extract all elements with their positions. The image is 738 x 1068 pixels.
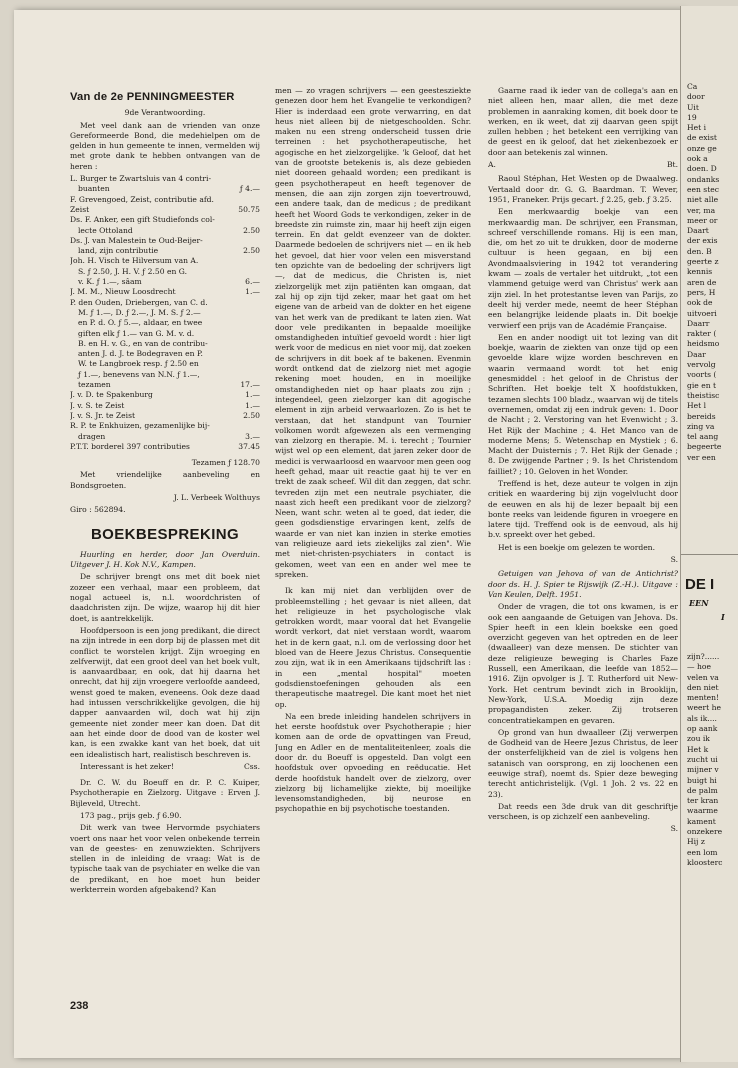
contribution-text: R. P. te Enkhuizen, gezamenlijke bij- bbox=[70, 421, 210, 431]
right-page-line: de palm bbox=[687, 785, 718, 795]
contribution-text: dragen bbox=[78, 431, 106, 441]
right-page-line: tel aang bbox=[687, 432, 719, 442]
review3-para: Een en ander noodigt uit tot lezing van dit boekje, waarin de ziekten van onze tijd op een gevoelde klare wijze worden beschreven en waarin vermaand wordt tot het enig genesmiddel : het geloof in de Christus der Schriften. Het boekje telt X hoofdstukken, tezamen slechts 100 bladz., waarvan wij de titels overnemen, omdat zij een indruk geven: 1. Door de Nacht ; 2. Verstoring van het Evenwicht ; 3. Het Rijk der Machine ; 4. Het Manco van de moderne Mens; 5. Wetenschap en Mystiek ; 6. Macht der Duisternis ; 7. Het Rijk der Genade ; 8. De zwijgende Partner ; 9. Is het Christendom failliet? ; 10. Geloven in het Wonder. bbox=[488, 332, 678, 476]
contribution-entry bbox=[70, 359, 260, 369]
right-page-line: Het l bbox=[687, 401, 707, 411]
review3-heading: Raoul Stéphan, Het Westen op de Dwaalweg. Vertaald door dr. G. G. Baardman. T. Wever, 1951, Franeker. Prijs gecart. ƒ 2.25, geb. ƒ 3.25. bbox=[488, 174, 678, 204]
penningmeester-title: Van de 2e PENNINGMEESTER bbox=[70, 91, 235, 103]
right-page-line: Het k bbox=[687, 744, 709, 754]
contribution-entry bbox=[70, 287, 260, 297]
col2-para: Ik kan mij niet dan verblijden over de probleemstelling ; het gevaar is niet alleen, dat het religieuze in het psychologische vlak getrokken wordt, maar vooral dat het Evangelie wordt verkort, dat niet verstaan wordt, waarom het in de kern gaat, n.l. om de verlossing door het bloed van de Heere Jezus Christus. Consequentie zou zijn, wat ik in een Amerikaans tijdschrift las : in een „mental hospital" moeten godsdienstoefeningen gehouden als een therapeutische maatregel. Die kant moet het niet op. bbox=[275, 586, 471, 709]
contribution-entry bbox=[70, 174, 260, 184]
contribution-amount: 37.45 bbox=[238, 441, 260, 451]
col3-signoff bbox=[488, 160, 678, 170]
contribution-text: Ds. J. van Malestein te Oud-Beijer- bbox=[70, 235, 203, 245]
right-page-line: Daarr bbox=[687, 318, 710, 328]
sign-s2: S. bbox=[670, 824, 678, 834]
contribution-entry bbox=[70, 442, 260, 452]
right-page-line: Daar bbox=[687, 349, 706, 359]
contribution-text: Ds. F. Anker, een gift Studiefonds col- bbox=[70, 215, 215, 225]
review3-para: Een merkwaardig boekje van een merkwaardig man. De schrijver, een Fransman, schreef verschillende romans. Hij is een man, die, om het zo uit te drukken, door de moderne cultuur is heen gegaan, en bij een Avondmaalsviering in 1942 tot verandering kwam — zoals de vertaler het uitdrukt, „tot een vlammend getuige werd van Christus' werk aan zijn ziel. In het protestantse leven van Parijs, zo deelt hij verder mede, neemt de heer Stéphan een belangrijke leidende plaats in. Dit boekje verwierf een prijs van de Académie Française. bbox=[488, 207, 678, 330]
review2-heading: Dr. C. W. du Boeuff en dr. P. C. Kuiper, Psychotherapie en Zielzorg. Uitgave : Erven J. Bijleveld, Utrecht. bbox=[70, 778, 260, 808]
contribution-text: J. v. S. te Zeist bbox=[70, 400, 125, 410]
right-page-line: gie en t bbox=[687, 380, 717, 390]
contribution-text: buanten bbox=[78, 184, 110, 194]
review1-heading: Huurling en herder, door Jan Overduin. Uitgever J. H. Kok N.V., Kampen. bbox=[70, 549, 260, 570]
contribution-text: W. te Langbroek resp. ƒ 2.50 en bbox=[78, 359, 199, 369]
contribution-entry bbox=[70, 215, 260, 225]
penningmeester-signature: J. L. Verbeek Wolthuys bbox=[173, 492, 260, 502]
column-3 bbox=[488, 86, 678, 837]
contribution-entry bbox=[70, 195, 260, 205]
contribution-entry bbox=[70, 318, 260, 328]
contribution-entry bbox=[70, 205, 260, 215]
contribution-entry bbox=[70, 246, 260, 256]
right-page-line: ter kran bbox=[687, 796, 719, 806]
contribution-text: ƒ 1.—, benevens van N.N. ƒ 1.—, bbox=[78, 369, 200, 379]
contribution-entry bbox=[70, 411, 260, 421]
review1-para: De schrijver brengt ons met dit boek niet zozeer een verhaal, maar een probleem, dat nogal actueel is, n.l. woordchristen of daadchristen zijn. De wijze, waarop hij dit hier doet, is aantrekkelijk. bbox=[70, 572, 260, 623]
right-page-line: niet alle bbox=[687, 195, 719, 205]
review4-para: Dat reeds een 3de druk van dit geschriftje verscheen, is op zichzelf een aanbeveling. bbox=[488, 801, 678, 822]
penningmeester-total: Tezamen ƒ 128.70 bbox=[191, 458, 260, 468]
contribution-text: giften elk ƒ 1.— van G. M. v. d. bbox=[78, 328, 195, 338]
right-page-line: heidsmo bbox=[687, 339, 720, 349]
penningmeester-subtitle: 9de Verantwoording. bbox=[124, 108, 206, 118]
contribution-entry bbox=[70, 277, 260, 287]
right-page-line: Uit bbox=[687, 102, 699, 112]
right-page-line: kennis bbox=[687, 267, 713, 277]
right-page-line: — hoe bbox=[687, 662, 711, 672]
contribution-text: anten J. d. J. te Bodegraven en P. bbox=[78, 349, 203, 359]
contribution-entry bbox=[70, 380, 260, 390]
contribution-text: J. v. D. te Spakenburg bbox=[70, 390, 153, 400]
sign-b: Bt. bbox=[666, 160, 678, 170]
col2-para: Na een brede inleiding handelen schrijvers in het eerste hoofdstuk over Psychotherapie ; hier komen aan de orde de opvattingen van Freud, Jung en Adler en de mentaliteitenleer, zoals die door dr. du Boeuff is opgesteld. Dan volgt een hoofdstuk over opvoeding en reëducatie. Het derde hoofdstuk handelt over de zielzorg, over zielzorg bij lichamelijke ziekte, bij moeilijke levensomstandigheden, bij neurose en psychopathie en bij psychotische toestanden. bbox=[275, 711, 471, 814]
right-page-subheading-2: I bbox=[721, 612, 725, 622]
contribution-entry bbox=[70, 349, 260, 359]
right-page-line: Ca bbox=[687, 82, 698, 91]
right-page-subheading: EEN bbox=[689, 598, 709, 608]
sign-a: A. bbox=[488, 160, 496, 170]
review3-para: Het is een boekje om gelezen te worden. bbox=[498, 542, 655, 552]
column-1 bbox=[70, 82, 260, 897]
right-page-line: begeerte bbox=[687, 442, 722, 452]
right-page-line: zijn?...... bbox=[687, 652, 720, 661]
right-page-line: ook a bbox=[687, 154, 708, 164]
right-page-text-top bbox=[687, 82, 738, 463]
right-page-line: der exis bbox=[687, 236, 718, 246]
right-page-line: waarme bbox=[687, 806, 718, 816]
contribution-entry bbox=[70, 267, 260, 277]
contribution-entry bbox=[70, 390, 260, 400]
right-page-line: zou ik bbox=[687, 734, 710, 744]
right-page-line: als ik.... bbox=[687, 713, 717, 723]
contribution-text: J. v. S. Jr. te Zeist bbox=[70, 410, 136, 420]
page-number: 238 bbox=[70, 1000, 89, 1012]
col3-para: Gaarne raad ik ieder van de collega's aan en niet alleen hen, maar allen, die met deze problemen in aanraking komen, dit boek door te werken, en ik weet, dat zij daarvan geen spijt zullen hebben ; het betekent een verrijking van de geest en ik geloof, dat het ziekenbezoek er door aan betekenis zal winnen. bbox=[488, 86, 678, 157]
contribution-amount: 2.50 bbox=[243, 410, 260, 420]
contribution-amount: 50.75 bbox=[238, 204, 260, 214]
penningmeester-closing: Met vriendelijke aanbeveling en Bondsgroeten. bbox=[70, 470, 260, 490]
right-page-line: op aank bbox=[687, 724, 718, 734]
contribution-entry bbox=[70, 339, 260, 349]
review3-para: Treffend is het, deze auteur te volgen in zijn critiek en waardering bij zijn vogelvlucht door de eeuwen en als hij de lezer bepaalt bij een bonte reeks van leidende figuren in vroegere en latere tijd. Treffend ook is de eenvoud, als hij b.v. spreekt over het gebed. bbox=[488, 478, 678, 540]
right-page-line: uitvoeri bbox=[687, 308, 717, 318]
contribution-text: tezamen bbox=[78, 380, 111, 390]
right-page-line: bereids bbox=[687, 411, 716, 421]
right-page-line: zing va bbox=[687, 421, 715, 431]
contribution-text: L. Burger te Zwartsluis van 4 contri- bbox=[70, 174, 212, 184]
right-page-heading: DE I bbox=[685, 576, 715, 593]
right-page-line: doen. D bbox=[687, 164, 717, 174]
contribution-text: v. K. ƒ 1.—, sâam bbox=[78, 277, 142, 287]
right-page-line: zucht ui bbox=[687, 754, 718, 764]
contribution-entry bbox=[70, 256, 260, 266]
right-page-line: velen va bbox=[687, 672, 719, 682]
right-page-line: de exist bbox=[687, 133, 717, 143]
sign-s1: S. bbox=[670, 555, 678, 565]
contribution-amount: 1.— bbox=[245, 400, 260, 410]
right-page-line: mijner v bbox=[687, 765, 719, 775]
right-page-line: kament bbox=[687, 816, 716, 826]
boekbespreking-title: BOEKBESPREKING bbox=[90, 525, 240, 543]
right-page-line: ondanks bbox=[687, 174, 720, 184]
contribution-amount: 6.— bbox=[245, 277, 260, 287]
contribution-entry bbox=[70, 236, 260, 246]
contribution-entry bbox=[70, 432, 260, 442]
contribution-text: land, zijn contributie bbox=[78, 246, 159, 256]
contribution-text: B. en H. v. G., en van de contribu- bbox=[78, 338, 208, 348]
right-page-line: geerte z bbox=[687, 257, 719, 267]
right-page-line: Hij z bbox=[687, 837, 705, 847]
contribution-entry bbox=[70, 421, 260, 431]
right-page-line: ver, ma bbox=[687, 205, 716, 215]
contribution-amount: 1.— bbox=[245, 287, 260, 297]
contribution-text: P.T.T. borderel 397 contributies bbox=[70, 441, 190, 451]
right-page-text-bottom bbox=[687, 652, 738, 868]
contribution-entry bbox=[70, 329, 260, 339]
contribution-list bbox=[70, 174, 260, 452]
col2-para: men — zo vragen schrijvers — een geestesziekte genezen door hem het Evangelie te verkondigen? Hier is inderdaad een grote verwarring, en dat heus niet alleen bij de nietgeschoolden. Schr. maken nu een streng onderscheid tussen drie terreinen : het psychotherapeutische, het agogische en het zielzorgelijke. 'k Geloof, dat het van de grootste betekenis is, als deze gebieden niet dooreen gehaald worden; een predikant is geen psychotherapeut en heeft tegenover de mensen, die aan zijn zorgen zijn toevertrouwd, een andere taak, dan de medicus ; de predikant heeft het Woord Gods te verkondigen, zeker in de breedste zin ruimste zin, maar hij heeft zijn eigen terrein. En dat geldt evenzeer van de dokter. Daarmede bedoelen de schrijvers niet — en ik heb het gevoel, dat hier voor velen een misverstand ten opzichte van de bedoeling der schrijvers ligt —, dat de medicus, die Christen is, niet zielzorgelijk met zijn patiënten kan omgaan, dat zal hij op zijn tijd zeker, maar het gaat om het eigene van de arbeid van de dokter en het eigene van het werk van de predikant te laten zien. Wat door vele predikanten in bepaalde moeilijke omstandigheden intuïtief gevoeld wordt : hier ligt werk voor de medicus en niet voor mij, dat zoeken de schrijvers in dit boek af te bakenen. Evenmin wordt ontkend dat de zielzorg niet met agogie rekening moet houden, en in moeilijke omstandigheden niet op haar plaats zou zijn ; integendeel, geen zielzorger kan dit agogische element in zijn arbeid verwaarlozen. Zo is het te verstaan, dat het standpunt van Tournier volkomen wordt afgewezen als een vermenging van zielzorg en therapie. M. i. terecht ; Tournier wijst wel op een element, dat jaren zeker door de medici is verwaarloosd en waarvoor men geen oog heeft gehad, maar uit reactie gaat hij te ver en trekt de zaak scheef. Wil dit dan zeggen, dat schr. tevreden zijn met een neutrale psychiater, die naast zich heeft een predikant voor de zielzorg? Neen, want schr. weten al te goed, dat ieder, die geen godsdienstige ervaringen kent, zelfs de waarde er van niet kan inzien in sterke emoties van religieuze aard iets ziekelijks zal zien". Wie met niet-christen-psychiaters in contact is gekomen, weet van een en ander wel mee te spreken. bbox=[275, 86, 471, 579]
contribution-entry bbox=[70, 401, 260, 411]
review1-end bbox=[70, 762, 260, 772]
right-page-line: aren de bbox=[687, 277, 717, 287]
contribution-text: Joh. H. Visch te Hilversum van A. bbox=[70, 256, 199, 266]
right-page-line: weert he bbox=[687, 703, 721, 713]
contribution-amount: 2.50 bbox=[243, 225, 260, 235]
right-page-line: ook de bbox=[687, 298, 713, 308]
contribution-text: P. den Ouden, Driebergen, van C. d. bbox=[70, 297, 208, 307]
right-page-edge bbox=[680, 6, 738, 1062]
right-page-line: den niet bbox=[687, 682, 719, 692]
right-page-line: een stec bbox=[687, 184, 719, 194]
contribution-text: F. Grevengoed, Zeist, contributie afd. bbox=[70, 194, 214, 204]
right-page-line: Daart bbox=[687, 226, 709, 236]
review1-sign: Css. bbox=[243, 761, 260, 771]
contribution-entry bbox=[70, 184, 260, 194]
penningmeester-intro: Met veel dank aan de vrienden van onze Gereformeerde Bond, die medehielpen om de gelden in hun gemeente te innen, vermelden wij met grote dank te hebben ontvangen van de heren : bbox=[70, 120, 260, 171]
review4-heading: Getuigen van Jehova of van de Antichrist? door ds. H. J. Spier te Rijswijk (Z.-H.). Uitgave : Van Keulen, Delft. 1951. bbox=[488, 569, 678, 599]
review2-para: Dit werk van twee Hervormde psychiaters voert ons naar het voor velen onbekende terrein van de geestes- en zenuwziekten. Schrijvers stellen in de inleiding de vraag: Wat is de typische taak van de psychiater en welke die van de predikant, en hoe moet hun beider werkterrein worden afgebakend? Kan bbox=[70, 823, 260, 895]
right-page-line: meer or bbox=[687, 215, 718, 225]
contribution-amount: ƒ 4.— bbox=[239, 184, 260, 194]
contribution-entry bbox=[70, 308, 260, 318]
contribution-amount: 2.50 bbox=[243, 246, 260, 256]
right-page-line: den. B bbox=[687, 246, 712, 256]
contribution-amount: 3.— bbox=[245, 431, 260, 441]
right-page-line: door bbox=[687, 92, 705, 102]
right-page-line: voorts ( bbox=[687, 370, 717, 380]
right-page-divider bbox=[681, 554, 738, 555]
right-page-line: vervolg bbox=[687, 360, 716, 370]
contribution-entry bbox=[70, 370, 260, 380]
right-page-line: onzekere bbox=[687, 827, 723, 837]
right-page-line: ver een bbox=[687, 452, 716, 462]
right-page-line: theistisc bbox=[687, 390, 720, 400]
right-page-line: pers, H bbox=[687, 287, 716, 297]
contribution-text: Zeist bbox=[70, 204, 90, 214]
penningmeester-giro: Giro : 562894. bbox=[70, 505, 126, 515]
right-page-line: buigt hi bbox=[687, 775, 717, 785]
review2-sub: 173 pag., prijs geb. ƒ 6.90. bbox=[80, 811, 182, 820]
right-page-line: menten! bbox=[687, 693, 720, 703]
contribution-text: J. M. M., Nieuw Loosdrecht bbox=[70, 287, 176, 297]
contribution-amount: 1.— bbox=[245, 390, 260, 400]
right-page-line: onze ge bbox=[687, 143, 717, 153]
right-page-line: 19 bbox=[687, 112, 697, 122]
contribution-amount: 17.— bbox=[240, 380, 260, 390]
right-page-line: Het i bbox=[687, 123, 707, 133]
right-page-line: rakter ( bbox=[687, 329, 717, 339]
review1-end-text: Interessant is het zeker! bbox=[80, 761, 175, 771]
right-page-line: een lom bbox=[687, 847, 718, 857]
contribution-text: en P. d. O. ƒ 5.—, aldaar, en twee bbox=[78, 318, 203, 328]
contribution-entry bbox=[70, 226, 260, 236]
contribution-text: lecte Ottoland bbox=[78, 225, 133, 235]
column-2 bbox=[275, 86, 471, 817]
review4-para: Op grond van hun dwaalleer (Zij verwerpen de Godheid van de Heere Jezus Christus, de leer der onsterfelijkheid van de ziel is volgens hen satanisch van oorsprong, en zij loochenen een eeuwige straf), noemt ds. Spier deze beweging terecht antichristelijk. (Vgl. 1 Joh. 2 vs. 22 en 23). bbox=[488, 727, 678, 799]
contribution-text: M. ƒ 1.—, D. ƒ 2.—, J. M. S. ƒ 2.— bbox=[78, 307, 201, 317]
review1-para: Hoofdpersoon is een jong predikant, die direct na zijn intrede in een dorp bij de plassen met dit conflict te worstelen krijgt. Zijn wroeging en zelfverwijt, dat een groot deel van het boek vult, is aanvaardbaar, en ook, dat hij daarna het onrecht, dat hij zijn vroegere verloofde aandeed, wenst goed te maken, eveneens. Ook deze daad had intussen verschrikkelijke gevolgen, die hij dapper aanvaarden wil, doch wat hij zijn gemeente niet zonder meer kan doen. Dat dit aan het einde door de dood van de koster wel kan, is een zwakke kant van het boek, dat uit een idealistisch hart, realistisch beschreven is. bbox=[70, 625, 260, 759]
contribution-entry bbox=[70, 298, 260, 308]
review4-para: Onder de vragen, die tot ons kwamen, is er ook een aangaande de Getuigen van Jehova. Ds. Spier heeft in een klein boekske een goed overzicht gegeven van het optreden en de leer (dwaalleer) van deze mensen. De stichter van deze religieuze beweging is Charles Faze Russell, een Amerikaan, die leefde van 1852—1916. Zijn opvolger is J. T. Rutherford uit New-York. Het centrum bevindt zich in Brooklijn, New-York, U.S.A. Moedig zijn deze propagandisten zeker. Zij trotseren concentratiekampen en gevaren. bbox=[488, 602, 678, 725]
contribution-text: S. ƒ 2.50, J. H. V. ƒ 2.50 en G. bbox=[78, 266, 187, 276]
left-page bbox=[14, 10, 684, 1058]
right-page-line: kloosterc bbox=[687, 857, 723, 867]
